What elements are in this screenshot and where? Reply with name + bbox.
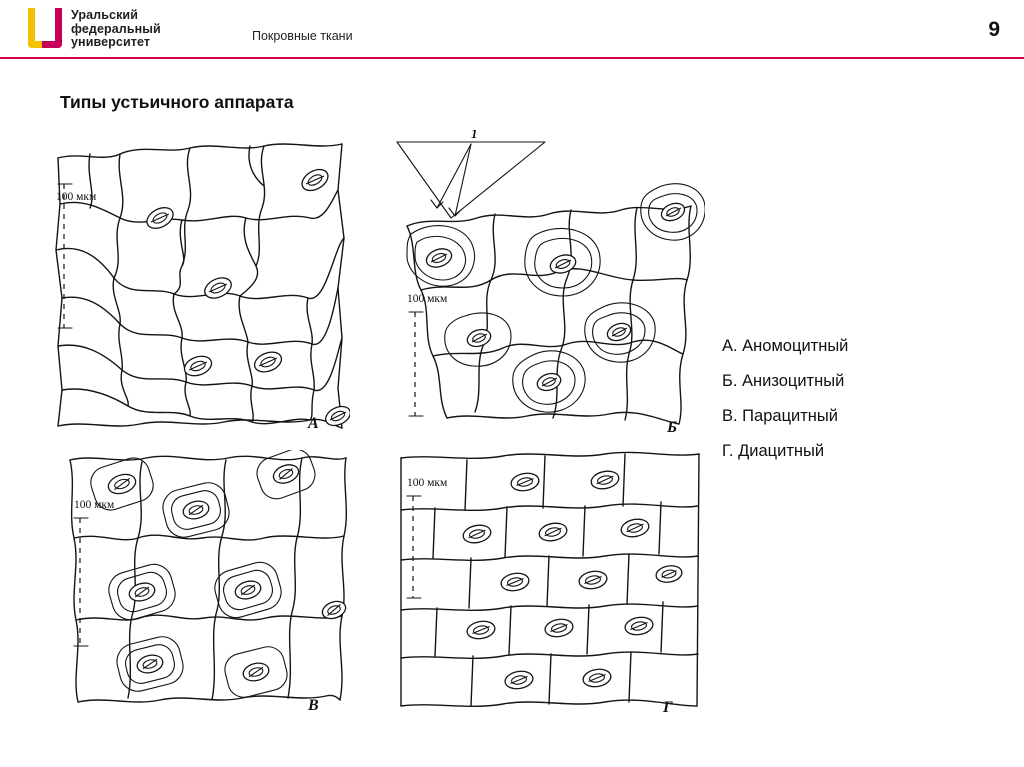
university-name — [71, 8, 161, 50]
panel-anisocytic — [385, 130, 705, 440]
header-divider — [0, 57, 1024, 59]
panel-paracytic — [50, 450, 350, 720]
legend-item-b: Б. Анизоцитный — [722, 372, 845, 390]
legend — [722, 337, 972, 477]
callout-label-b: 1 — [471, 130, 478, 141]
panel-label-b: Б — [667, 419, 678, 436]
legend-item-d: Г. Диацитный — [722, 442, 825, 460]
figure-stomata-types — [40, 130, 720, 740]
university-logo — [28, 8, 161, 50]
university-name-line1: Уральский — [71, 8, 138, 22]
panel-label-c: В — [308, 697, 319, 714]
scale-label-a: 100 мкм — [56, 191, 97, 203]
university-name-line2: федеральный — [71, 21, 161, 36]
scale-label-b: 100 мкм — [407, 293, 448, 305]
section-title: Покровные ткани — [252, 29, 353, 43]
page-number: 9 — [988, 18, 1000, 41]
panel-diacytic — [385, 450, 705, 720]
panel-label-d: Г — [663, 699, 673, 716]
scale-label-d: 100 мкм — [407, 477, 448, 489]
scale-label-c: 100 мкм — [74, 499, 115, 511]
panel-label-a: А — [308, 415, 319, 432]
page-title: Типы устьичного аппарата — [60, 92, 294, 112]
panel-anomocytic — [50, 138, 350, 438]
urfu-logo-icon — [28, 8, 62, 48]
legend-item-a: А. Аномоцитный — [722, 337, 849, 355]
legend-item-c: В. Парацитный — [722, 407, 838, 425]
slide-header — [0, 0, 1024, 58]
university-name-line3: университет — [71, 35, 151, 49]
